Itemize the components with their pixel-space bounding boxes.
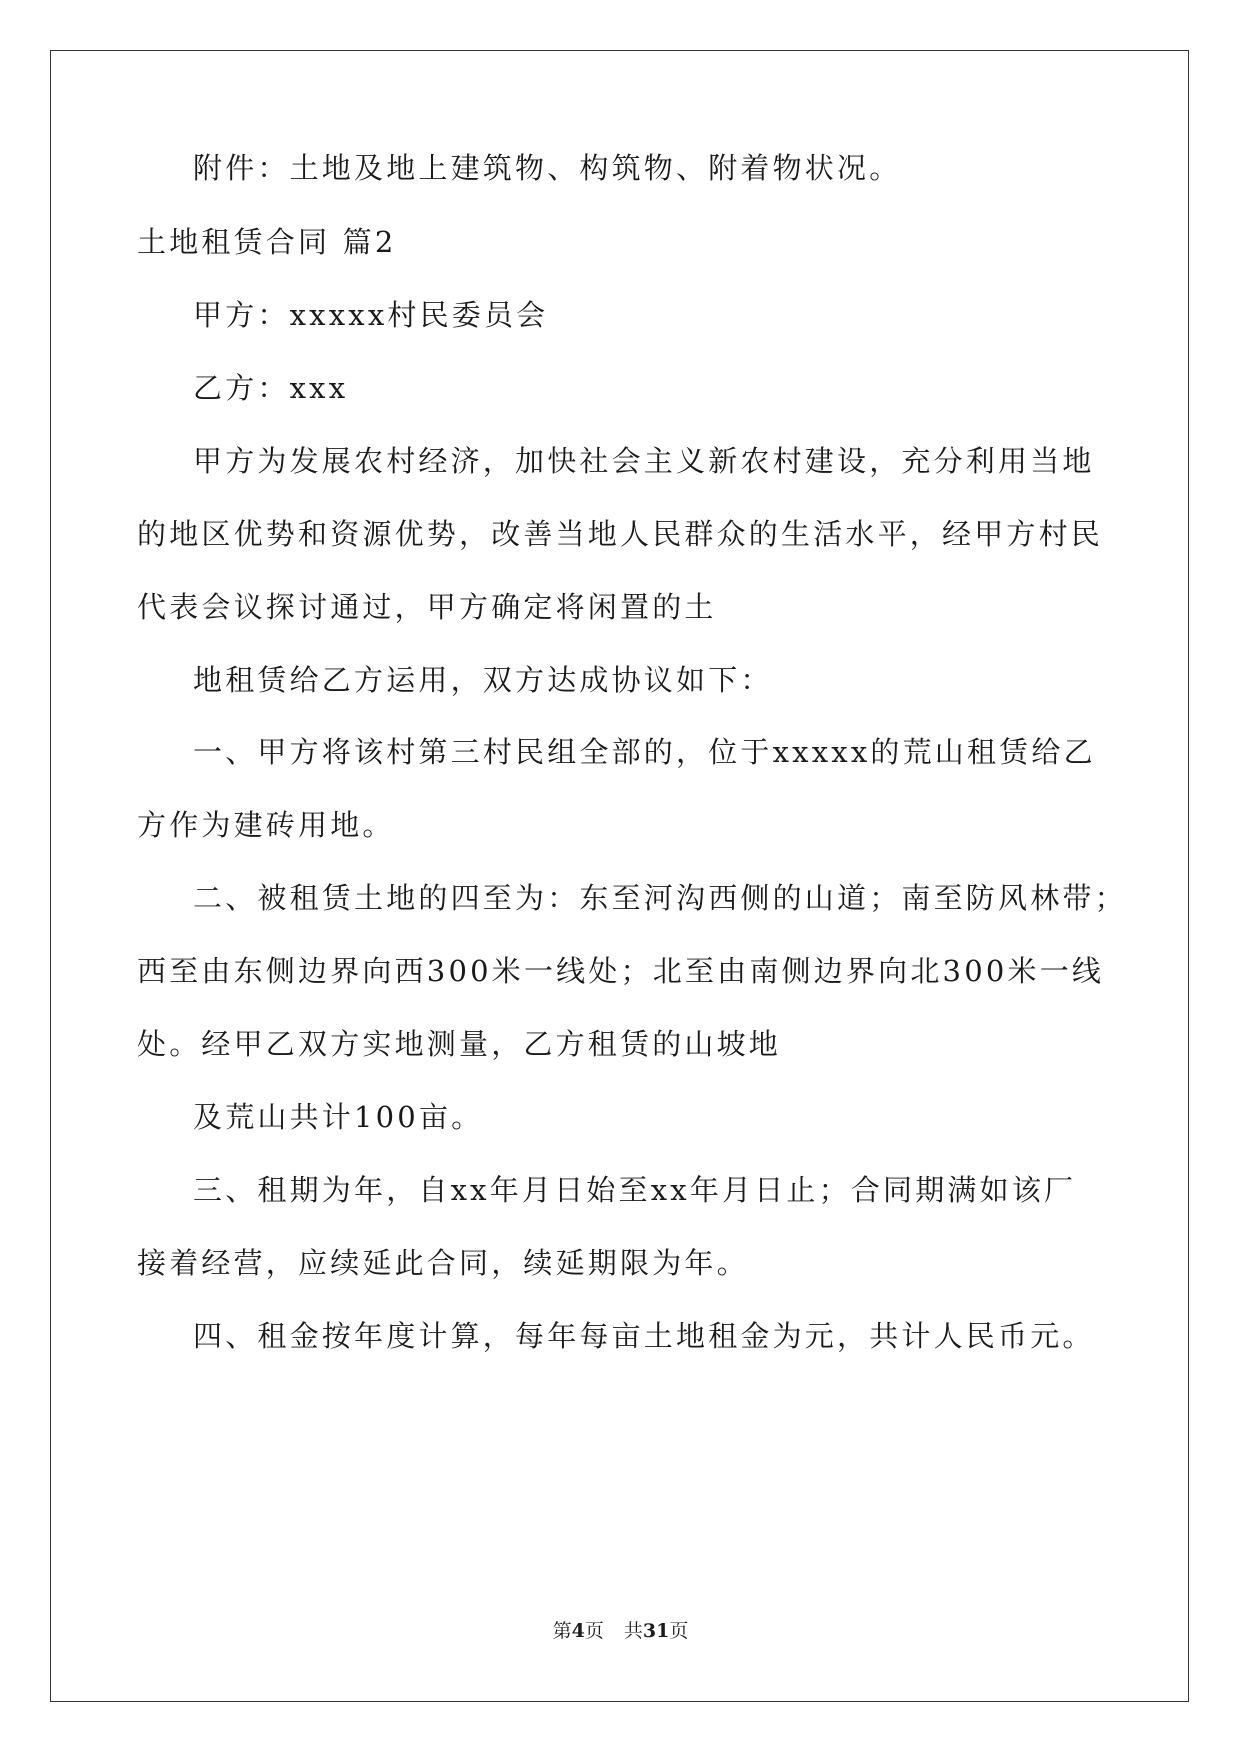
footer-total-suffix: 页 [669, 1620, 689, 1642]
clause-3-line: 接着经营，应续延此合同，续延期限为年。 [137, 1246, 749, 1280]
clause-3-line: 三、租期为年，自xx年月日始至xx年月日止；合同期满如该厂 [193, 1173, 1077, 1207]
body-line: 地租赁给乙方运用，双方达成协议如下： [193, 663, 773, 697]
clause-2-line: 及荒山共计100亩。 [193, 1100, 484, 1134]
body-line: 的地区优势和资源优势，改善当地人民群众的生活水平，经甲方村民 [137, 517, 1104, 551]
body-line: 甲方为发展农村经济，加快社会主义新农村建设，充分利用当地 [193, 444, 1095, 478]
footer-total-prefix: 共 [623, 1620, 643, 1642]
party-b-line: 乙方：xxx [193, 371, 349, 405]
total-page-count: 31 [642, 1620, 670, 1642]
section-heading: 土地租赁合同 篇2 [137, 225, 397, 259]
attachment-line: 附件：土地及地上建筑物、构筑物、附着物状况。 [193, 151, 902, 185]
party-a-line: 甲方：xxxxx村民委员会 [193, 298, 549, 332]
clause-2-line: 处。经甲乙双方实地测量，乙方租赁的山坡地 [137, 1027, 782, 1061]
body-line: 代表会议探讨通过，甲方确定将闲置的土 [137, 590, 717, 624]
clause-2-line: 二、被租赁土地的四至为：东至河沟西侧的山道；南至防风林带； [193, 881, 1127, 915]
footer-prefix: 第 [552, 1620, 572, 1642]
clause-4-line: 四、租金按年度计算，每年每亩土地租金为元，共计人民币元。 [193, 1319, 1095, 1353]
clause-2-line: 西至由东侧边界向西300米一线处；北至由南侧边界向北300米一线 [137, 954, 1105, 988]
footer-page-suffix: 页 [584, 1620, 604, 1642]
current-page-number: 4 [571, 1620, 585, 1642]
page-footer [0, 1618, 1241, 1644]
clause-1-line: 方作为建砖用地。 [137, 808, 395, 842]
clause-1-line: 一、甲方将该村第三村民组全部的，位于xxxxx的荒山租赁给乙 [193, 735, 1096, 769]
